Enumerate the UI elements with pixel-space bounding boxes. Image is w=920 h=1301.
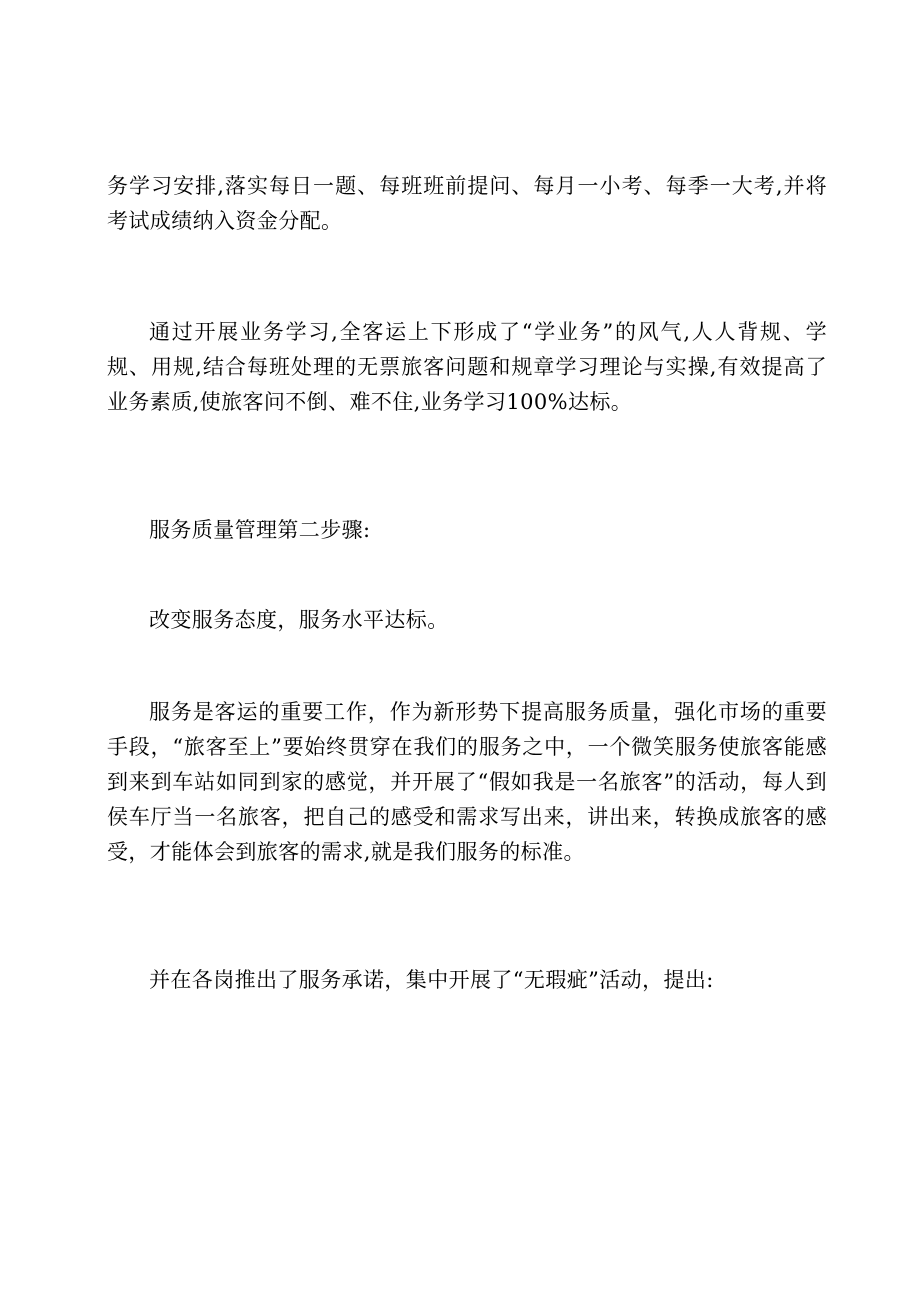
paragraph-service-importance: 服务是客运的重要工作，作为新形势下提高服务质量，强化市场的重要手段，“旅客至上”要始终贯穿在我们的服务之中，一个微笑服务使旅客能感到来到车站如同到家的感觉，并开展了“假如我是一名旅客”的活动，每人到侯车厅当一名旅客，把自己的感受和需求写出来，讲出来，转换成旅客的感受，才能体会到旅客的需求,就是我们服务的标准。 [107,700,827,864]
paragraph-service-commitment: 并在各岗推出了服务承诺，集中开展了“无瑕疵”活动，提出: [149,968,714,992]
paragraph-study-arrangement: 务学习安排,落实每日一题、每班班前提问、每月一小考、每季一大考,并将考试成绩纳入资金分配。 [107,174,827,233]
paragraph-study-results: 通过开展业务学习,全客运上下形成了“学业务”的风气,人人背规、学规、用规,结合每班处理的无票旅客问题和规章学习理论与实操,有效提高了业务素质,使旅客问不倒、难不住,业务学习100%达标。 [107,320,827,414]
paragraph-step-two-goal: 改变服务态度，服务水平达标。 [149,608,449,632]
paragraph-step-two-heading: 服务质量管理第二步骤: [149,518,371,542]
